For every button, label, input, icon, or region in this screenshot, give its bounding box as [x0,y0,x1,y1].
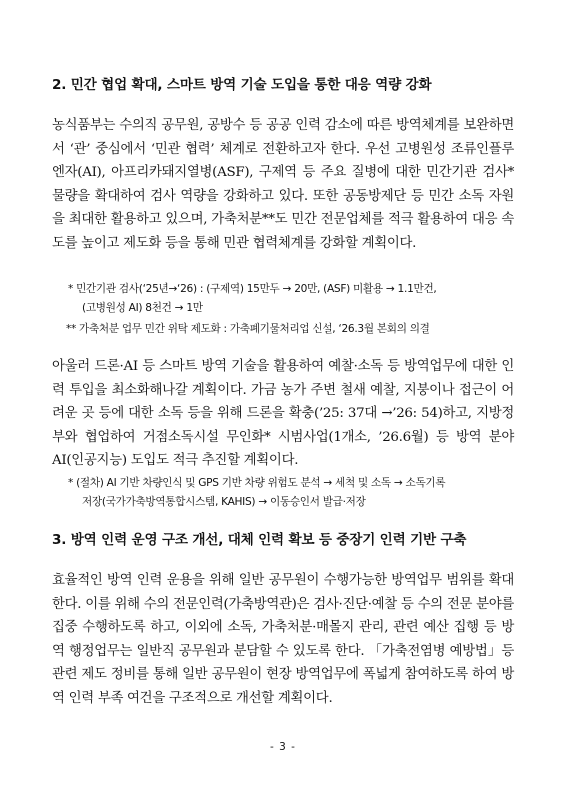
footnote-procedure-line-1: * (절차) AI 기반 차량인식 및 GPS 기반 차량 위험도 분석 → 세척 및 소독 → 소독기록 [68,477,446,489]
section-2-heading: 2. 민간 협업 확대, 스마트 방역 기술 도입을 통한 대응 역량 강화 [52,77,432,93]
footnote-procedure [68,474,520,512]
section-2-paragraph-1: 농식품부는 수의직 공무원, 공방수 등 공공 인력 감소에 따른 방역체계를 보완하면서 ‘관’ 중심에서 ‘민관 협력’ 체계로 전환하고자 한다. 우선 고병원성 조류인플루엔자(AI), 아프리카돼지열병(ASF), 구제역 등 주요 질병에 대한 민간기관 검사* 물량을 확대하여 검사 역량을 강화하고 있다. 또한 공동방제단 등 민간 소독 자원을 최대한 활용하고 있으며, 가축처분**도 민간 전문업체를 적극 활용하여 대응 속도를 높이고 제도화 등을 통해 민관 협력체계를 강화할 계획이다. [52,118,514,251]
section-3-heading: 3. 방역 인력 운영 구조 개선, 대체 인력 확보 등 중장기 인력 기반 구축 [52,532,467,548]
footnote-procedure-line-2: 저장(국가가축방역통합시스템, KAHIS) → 이동승인서 발급·저장 [82,496,366,508]
section-2-paragraph-2: 아울러 드론·AI 등 스마트 방역 기술을 활용하여 예찰·소독 등 방역업무에 대한 인력 투입을 최소화해나갈 계획이다. 가금 농가 주변 철새 예찰, 지붕이나 접근이 어려운 곳 등에 대한 소독 등을 위해 드론을 확충(’25: 37대 →’26: 54)하고, 지방정부와 협업하여 거점소독시설 무인화* 시범사업(1개소, ’26.6월) 등 방역 분야 AI(인공지능) 도입도 적극 추진할 계획이다. [52,359,514,468]
section-3-paragraph-1: 효율적인 방역 인력 운용을 위해 일반 공무원이 수행가능한 방역업무 범위를 확대한다. 이를 위해 수의 전문인력(가축방역관)은 검사·진단·예찰 등 수의 전문 분야를 집중 수행하도록 하고, 이외에 소독, 가축처분·매몰지 관리, 관련 예산 집행 등 방역 행정업무는 일반직 공무원과 분담할 수 있도록 한다. 「가축전염병 예방법」등 관련 제도 정비를 통해 일반 공무원이 현장 방역업무에 폭넓게 참여하도록 하여 방역 인력 부족 여건을 구조적으로 개선할 계획이다. [52,573,514,706]
footnote-private-inspection-line-1: * 민간기관 검사(‘25년→‘26) : (구제역) 15만두 → 20만, (ASF) 미활용 → 1.1만건, [68,283,437,295]
footnote-private-inspection [68,280,520,318]
page-number: - 3 - [270,741,296,753]
footnote-disposal-outsourcing: ** 가축처분 업무 민간 위탁 제도화 : 가축폐기물처리업 신설, ‘26.3월 본회의 의결 [66,323,430,335]
footnote-private-inspection-line-2: (고병원성 AI) 8천건 → 1만 [82,302,203,314]
